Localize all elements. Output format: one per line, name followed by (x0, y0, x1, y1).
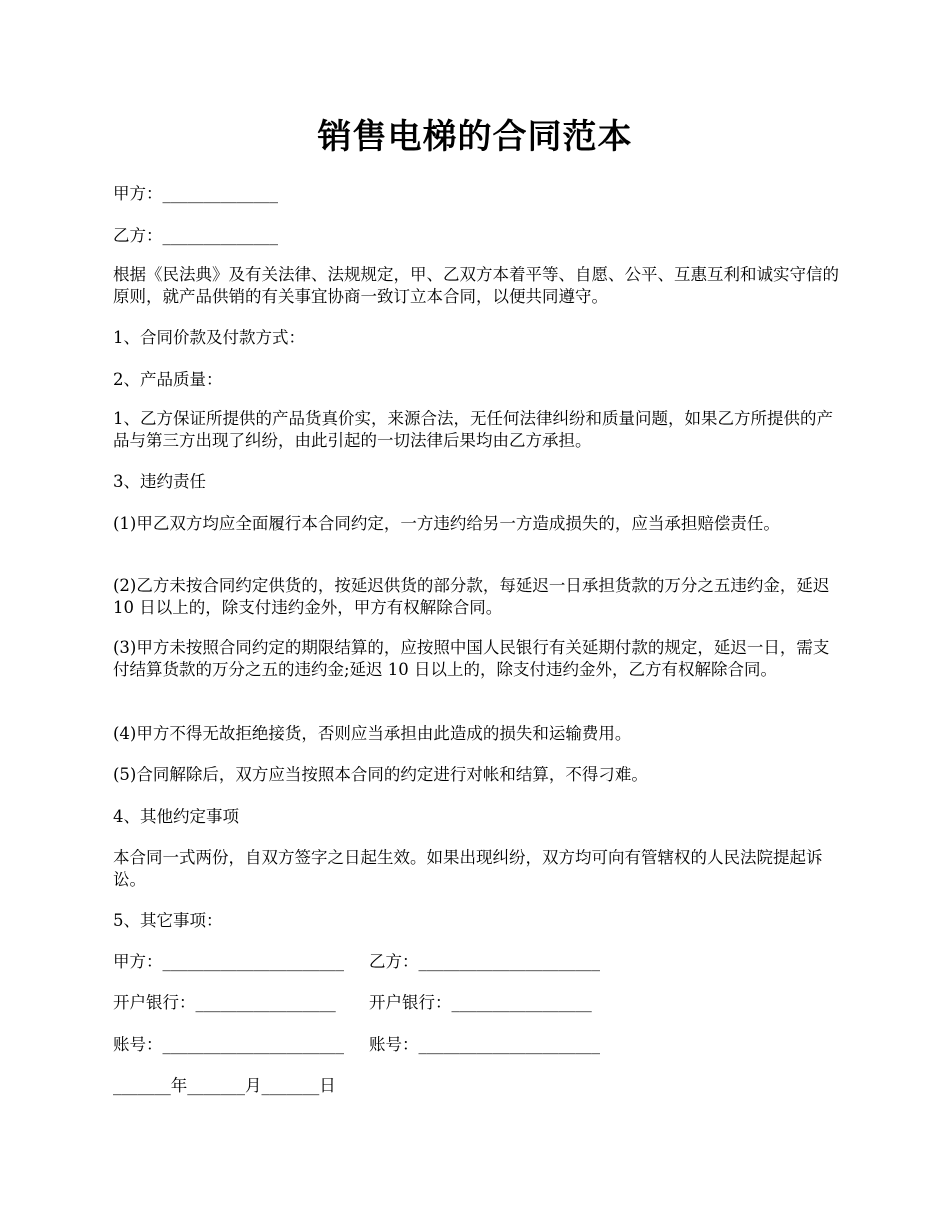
other-clause: 本合同一式两份，自双方签字之日起生效。如果出现纠纷，双方均可向有管辖权的人民法院提起诉讼。 (113, 848, 823, 889)
section-3-heading: 3、违约责任 (113, 472, 206, 491)
breach-clause-3: (3)甲方未按照合同约定的期限结算的，应按照中国人民银行有关延期付款的规定，延迟一日，需支付结算货款的万分之五的违约金;延迟 10 日以上的，除支付违约金外，乙方有权解除合同。 (113, 638, 830, 679)
breach-clause-4: (4)甲方不得无故拒绝接货，否则应当承担由此造成的损失和运输费用。 (113, 724, 632, 743)
section-5-heading: 5、其它事项： (113, 911, 223, 930)
account-party-a: 账号：______________________ (113, 1035, 344, 1054)
signature-party-b: 乙方：______________________ (369, 952, 600, 971)
section-1-heading: 1、合同价款及付款方式： (113, 328, 305, 347)
bank-party-b: 开户银行：_________________ (369, 993, 592, 1012)
breach-clause-5: (5)合同解除后，双方应当按照本合同的约定进行对帐和结算，不得刁难。 (113, 765, 648, 784)
breach-clause-2: (2)乙方未按合同约定供货的，按延迟供货的部分款，每延迟一日承担货款的万分之五违约金，延迟 10 日以上的，除支付违约金外，甲方有权解除合同。 (113, 576, 830, 617)
intro-paragraph: 根据《民法典》及有关法律、法规规定，甲、乙双方本着平等、自愿、公平、互惠互利和诚实守信的原则，就产品供销的有关事宜协商一致订立本合同，以便共同遵守。 (113, 265, 839, 306)
breach-clause-1: (1)甲乙双方均应全面履行本合同约定，一方违约给另一方造成损失的，应当承担赔偿责任。 (113, 514, 780, 533)
document-title: 销售电梯的合同范本 (317, 117, 633, 157)
account-party-b: 账号：______________________ (369, 1035, 600, 1054)
section-2-heading: 2、产品质量： (113, 370, 223, 389)
quality-clause: 1、乙方保证所提供的产品货真价实，来源合法，无任何法律纠纷和质量问题，如果乙方所提供的产品与第三方出现了纠纷，由此引起的一切法律后果均由乙方承担。 (113, 409, 833, 450)
party-a-line: 甲方：______________ (113, 184, 278, 203)
section-4-heading: 4、其他约定事项 (113, 807, 239, 826)
signature-party-a: 甲方：______________________ (113, 952, 344, 971)
bank-party-a: 开户银行：_________________ (113, 993, 336, 1012)
date-line: _______年_______月_______日 (113, 1076, 336, 1095)
party-b-line: 乙方：______________ (113, 226, 278, 245)
